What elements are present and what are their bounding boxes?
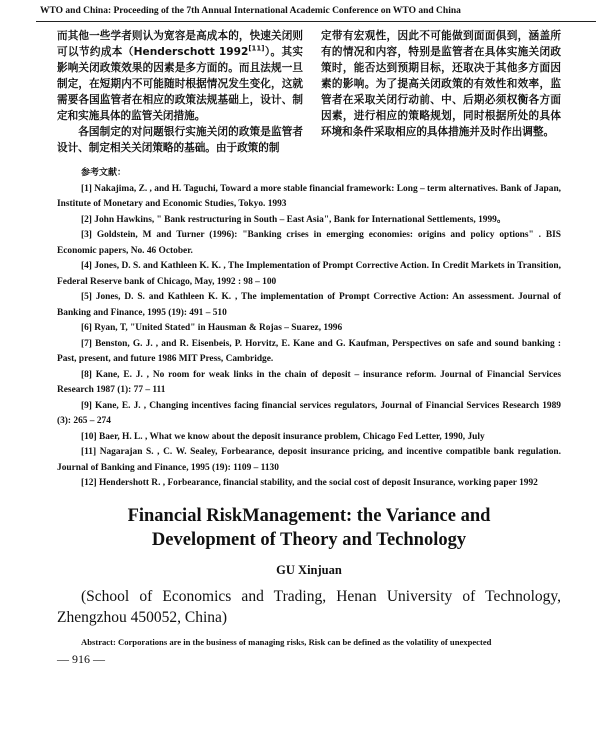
paragraph: 各国制定的对问题银行实施关闭的政策是监管者设计、制定相关关闭策略的基础。由于政策的制 — [57, 126, 303, 154]
page-number: — 916 — — [57, 651, 105, 666]
paragraph — [57, 28, 303, 124]
reference-item: [5] Jones, D. S. and Kathleen K. K. , The implementation of Prompt Corrective Action: An assessment. Journal of Banking and Finance, 1995 (19): 491 – 510 — [57, 292, 561, 318]
paragraph-text: 而其他一些学者则认为宽容是高成本的，快速关闭则可以节约成本（Henderschott 1992 — [57, 30, 303, 58]
citation-superscript: [11] — [248, 44, 265, 53]
abstract-label: Abstract: — [81, 636, 116, 647]
body-column-left — [57, 28, 303, 156]
author-affiliation: (School of Economics and Trading, Henan University of Technology, Zhengzhou 450052, China) — [57, 587, 561, 626]
reference-item: [1] Nakajima, Z. , and H. Taguchi, Toward a more stable financial framework: Long – term alternatives. Bank of Japan, Institute of Monetary and Economic Studies, Tokyo. 1993 — [57, 183, 561, 209]
reference-item: [3] Goldstein, M and Turner (1996): "Banking crises in emerging economies: origins and policy options" . BIS Economic papers, No. 46 October. — [57, 230, 561, 256]
reference-item: [12] Hendershott R. , Forbearance, financial stability, and the social cost of deposit Insurance, working paper 1992 — [81, 478, 538, 488]
references-heading: 参考文献： — [81, 168, 127, 178]
paragraph: 定带有宏观性，因此不可能做到面面俱到，涵盖所有的情况和内容，特别是监管者在具体实施关闭政策时，能否达到预期目标，还取决于其他多方面因素的影响。为了提高关闭政策的有效性和效率，监管者在采取关闭行动前、中、后期必须权衡各方面因素，进行相应的策略规划，同时根据所处的具体环境和条件采取相应的具体措施并及时作出调整。 — [321, 30, 561, 138]
reference-item: [8] Kane, E. J. , No room for weak links in the chain of deposit – insurance reform. Journal of Financial Services Research 1987 (1): 77 – 111 — [57, 369, 561, 395]
abstract — [57, 636, 561, 648]
paragraph-text: ）。其实影响关闭政策效果的因素是多方面的。而且法规一旦制定，在短期内不可能随时根据情况发生变化，这就需要各国监管者在相应的政策法规基础上，设计、制定和实施具体的监管关闭措施。 — [57, 46, 304, 122]
reference-item: [4] Jones, D. S. and Kathleen K. K. , The Implementation of Prompt Corrective Action. In Credit Markets in Transition, Federal Reserve bank of Chicago, May, 1992 : 98 – 100 — [57, 261, 561, 287]
reference-item: [9] Kane, E. J. , Changing incentives facing financial services regulators, Journal of Financial Services Research 1989 (3): 265 – 274 — [57, 400, 561, 426]
header-rule — [36, 21, 596, 22]
running-header: WTO and China: Proceeding of the 7th Annual International Academic Conference on WTO and China — [40, 6, 461, 16]
references-section — [57, 166, 561, 492]
body-column-right — [321, 28, 561, 140]
article-title — [0, 504, 600, 552]
reference-item: [10] Baer, H. L. , What we know about the deposit insurance problem, Chicago Fed Letter, 1990, July — [81, 431, 485, 442]
reference-item: [7] Benston, G. J. , and R. Eisenbeis, P. Horvitz, E. Kane and G. Kaufman, Perspectives on safe and sound banking : Past, present, and future 1986 MIT Press, Cambridge. — [57, 338, 561, 364]
author-name: GU Xinjuan — [276, 562, 342, 577]
title-line: Development of Theory and Technology — [151, 529, 467, 550]
reference-item: [6] Ryan, T, "United Stated" in Hausman & Rojas – Suarez, 1996 — [81, 323, 343, 333]
reference-item: [11] Nagarajan S. , C. W. Sealey, Forbearance, deposit insurance pricing, and incentive compatible bank regulation. Journal of Banking and Finance, 1995 (19): 1109 – 1130 — [57, 447, 561, 473]
reference-item: [2] John Hawkins, " Bank restructuring in South – East Asia", Bank for International Settlements, 1999。 — [81, 214, 507, 225]
title-line: Financial RiskManagement: the Variance and — [127, 505, 491, 526]
abstract-text: Corporations are in the business of managing risks, Risk can be defined as the volatility of unexpected — [115, 636, 492, 647]
body-columns — [57, 28, 561, 156]
